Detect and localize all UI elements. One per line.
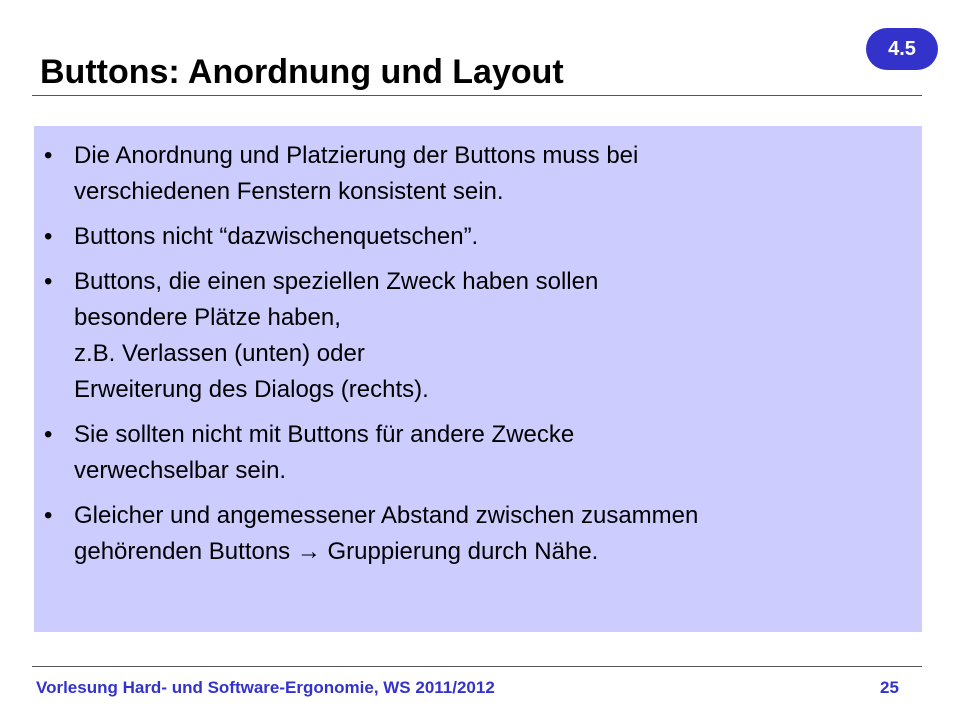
bullet-icon: • [44,502,53,529]
bullet-line: gehörenden Buttons → Gruppierung durch Nähe. [74,538,599,565]
bullet-item [44,219,919,255]
section-number-badge: 4.5 [866,28,938,70]
slide-title: Buttons: Anordnung und Layout [40,53,564,91]
bullet-item [44,264,919,408]
bullet-text [74,498,919,570]
title-divider [32,95,922,96]
bullet-list [44,138,919,579]
bullet-item [44,138,919,210]
bullet-icon: • [44,142,53,169]
bullet-line: Buttons, die einen speziellen Zweck haben sollen [74,268,599,295]
bullet-item [44,498,919,570]
bullet-line: verwechselbar sein. [74,457,287,484]
bullet-line: Die Anordnung und Platzierung der Buttons muss bei [74,142,639,169]
bullet-icon: • [44,268,53,295]
bullet-text [74,219,919,255]
bullet-line: Sie sollten nicht mit Buttons für andere Zwecke [74,421,575,448]
bullet-line: Gleicher und angemessener Abstand zwischen zusammen [74,502,699,529]
bullet-text [74,264,919,408]
bullet-text [74,417,919,489]
footer-divider [32,666,922,667]
page-number: 25 [880,678,899,697]
content-panel [34,126,922,632]
bullet-icon: • [44,421,53,448]
bullet-line: Erweiterung des Dialogs (rechts). [74,376,429,403]
bullet-line: Buttons nicht “dazwischenquetschen”. [74,223,479,250]
bullet-line: verschiedenen Fenstern konsistent sein. [74,178,504,205]
bullet-item [44,417,919,489]
bullet-line: z.B. Verlassen (unten) oder [74,340,365,367]
footer-course-label: Vorlesung Hard- und Software-Ergonomie, WS 2011/2012 [36,678,495,697]
bullet-text [74,138,919,210]
bullet-icon: • [44,223,53,250]
bullet-line: besondere Plätze haben, [74,304,341,331]
